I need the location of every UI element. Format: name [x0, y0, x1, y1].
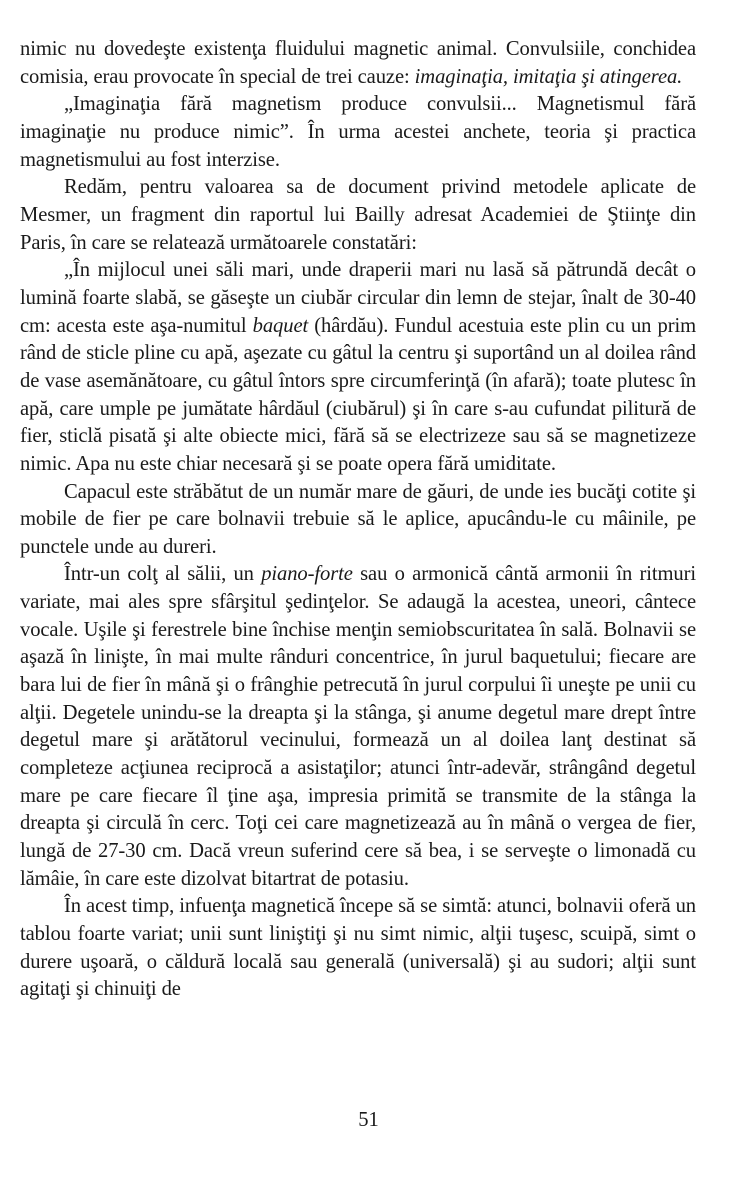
paragraph	[20, 36, 696, 91]
text-run: nimic nu dovedeşte existenţa fluidului magnetic animal. Convulsiile, conchidea comisia, erau provocate în special de trei cauze:	[20, 38, 696, 88]
text-run: Într-un colţ al sălii, un	[64, 563, 262, 586]
text-run: „Imaginaţia fără magnetism produce convulsii... Magnetismul fără imaginaţie nu produce nimic”. În urma acestei anchete, teoria şi practica magnetismului au fost interzise.	[20, 93, 696, 171]
paragraph	[20, 174, 696, 257]
paragraph	[20, 91, 696, 174]
italic-text: piano-forte	[261, 563, 353, 586]
italic-text: baquet	[252, 314, 309, 337]
text-run: În acest timp, infuenţa magnetică începe să se simtă: atunci, bolnavii oferă un tablou foarte variat; unii sunt liniştiţi şi nu simt nimic, alţii tuşesc, scuipă, simt o durere uşoară, o căldură locală sau generală (universală) şi au sudori; alţii sunt agitaţi şi chinuiţi de	[20, 895, 696, 1001]
paragraph	[20, 257, 696, 478]
page-number: 51	[358, 1109, 379, 1131]
paragraph	[20, 561, 696, 893]
text-run: (hârdău). Fundul acestuia este plin cu un prim rând de sticle pline cu apă, aşezate cu gâtul la centru şi suportând un al doilea rând de vase asemănătoare, cu gâtul întors spre circumferinţă (în afară); toate plutesc în apă, care umple pe jumătate hârdăul (ciubărul) şi în care s-au cufundat pilitură de fier, sticlă pisată şi alte obiecte mici, fără să se electrizeze sau să se magnetizeze nimic. Apa nu este chiar necesară şi se poate opera fără umiditate.	[20, 314, 697, 475]
text-run: sau o armonică cântă armonii în ritmuri variate, mai ales spre sfârşitul şedinţelor. Se adaugă la acestea, uneori, cântece vocale. Uşile şi ferestrele bine închise menţin semiobscuritatea în sală. Bolnavii se aşază în linişte, în mai multe rânduri concentrice, în jurul baquetului; fiecare are bara lui de fier în mână şi o frânghie petrecută în jurul corpului îi uneşte pe unii cu alţii. Degetele unindu-se la dreapta şi la stânga, şi anume degetul mare drept între degetul mare şi arătătorul vecinului, formează un al doilea lanţ destinat să completeze acţiunea reciprocă a asistaţilor; atunci într-adevăr, strângând degetul mare pe care fiecare îl ţine aşa, impresia primită se transmite de la stânga la dreapta şi circulă în cerc. Toţi cei care magnetizează au în mână o vergea de fier, lungă de 27-30 cm. Dacă vreun suferind cere să bea, i se serveşte o limonadă cu lămâie, în care este dizolvat bitartrat de potasiu.	[20, 563, 696, 890]
text-run: Capacul este străbătut de un număr mare de găuri, de unde ies bucăţi cotite şi mobile de fier pe care bolnavii trebuie să le aplice, apucându-le cu mâinile, pe punctele unde au dureri.	[20, 480, 696, 558]
text-run: Redăm, pentru valoarea sa de document privind metodele aplicate de Mesmer, un fragment din raportul lui Bailly adresat Academiei de Ştiinţe din Paris, în care se relatează următoarele constatări:	[20, 176, 696, 254]
body-text	[20, 36, 696, 1004]
italic-text: imaginaţia, imitaţia şi atingerea.	[414, 65, 683, 88]
text-run: „În mijlocul unei săli mari, unde draperii mari nu lasă să pătrundă decât o lumină foarte slabă, se găseşte un ciubăr circular din lemn de stejar, înalt de 30-40 cm: acesta este aşa-numitul	[20, 259, 696, 337]
paragraph	[20, 893, 696, 1004]
paragraph	[20, 479, 696, 562]
